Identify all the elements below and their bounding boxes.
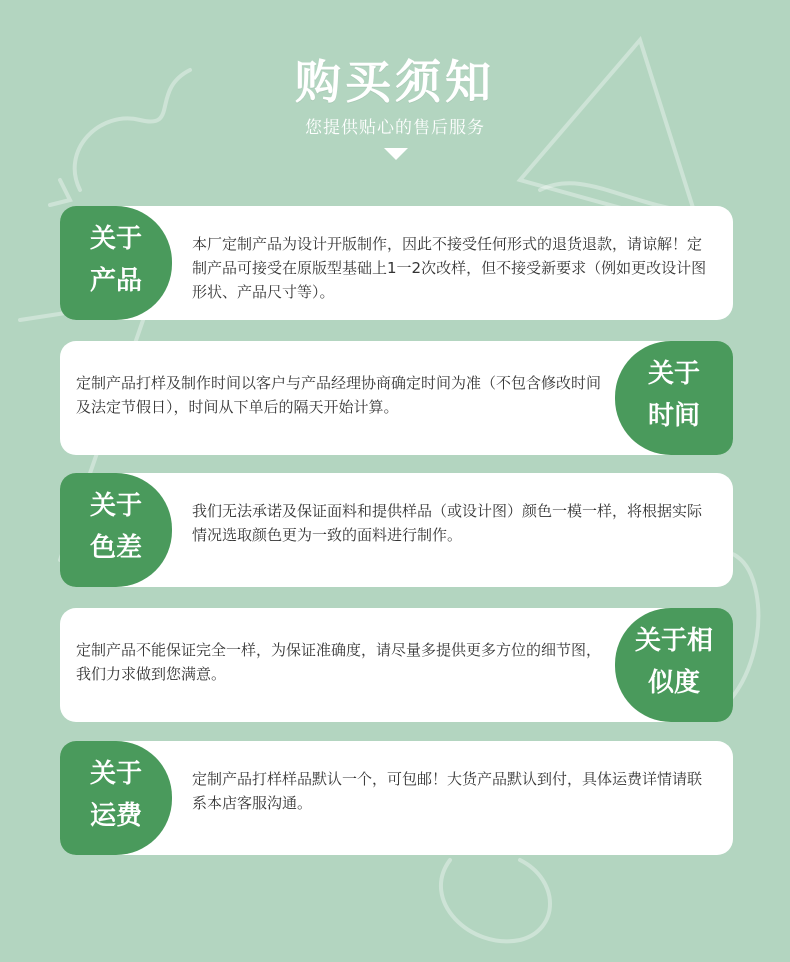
badge-product: 关于 产品 xyxy=(60,206,172,320)
notice-text-shipping: 定制产品打样样品默认一个，可包邮！大货产品默认到付，具体运费详情请联系本店客服沟通。 xyxy=(192,770,703,812)
notice-text-time: 定制产品打样及制作时间以客户与产品经理协商确定时间为准（不包含修改时间及法定节假日），时间从下单后的隔天开始计算。 xyxy=(76,374,602,416)
notice-card-time xyxy=(60,341,733,455)
notice-card-shipping xyxy=(60,741,733,855)
badge-time: 关于 时间 xyxy=(615,341,733,455)
page-subtitle: 您提供贴心的售后服务 xyxy=(305,118,485,138)
notice-card-product xyxy=(60,206,733,320)
notice-text-product: 本厂定制产品为设计开版制作，因此不接受任何形式的退货退款，请谅解！定制产品可接受在原版型基础上1一2次改样，但不接受新要求（例如更改设计图形状、产品尺寸等）。 xyxy=(192,235,707,301)
notice-card-color xyxy=(60,473,733,587)
badge-color: 关于 色差 xyxy=(60,473,172,587)
page-header xyxy=(0,52,790,140)
page-title: 购买须知 xyxy=(295,55,495,109)
notice-text-color: 我们无法承诺及保证面料和提供样品（或设计图）颜色一模一样，将根据实际情况选取颜色更为一致的面料进行制作。 xyxy=(192,502,703,544)
down-arrow-icon xyxy=(384,148,408,160)
badge-shipping: 关于 运费 xyxy=(60,741,172,855)
badge-similarity: 关于相 似度 xyxy=(615,608,733,722)
notice-card-similarity xyxy=(60,608,733,722)
notice-text-similarity: 定制产品不能保证完全一样，为保证准确度，请尽量多提供更多方位的细节图，我们力求做到您满意。 xyxy=(76,641,602,683)
